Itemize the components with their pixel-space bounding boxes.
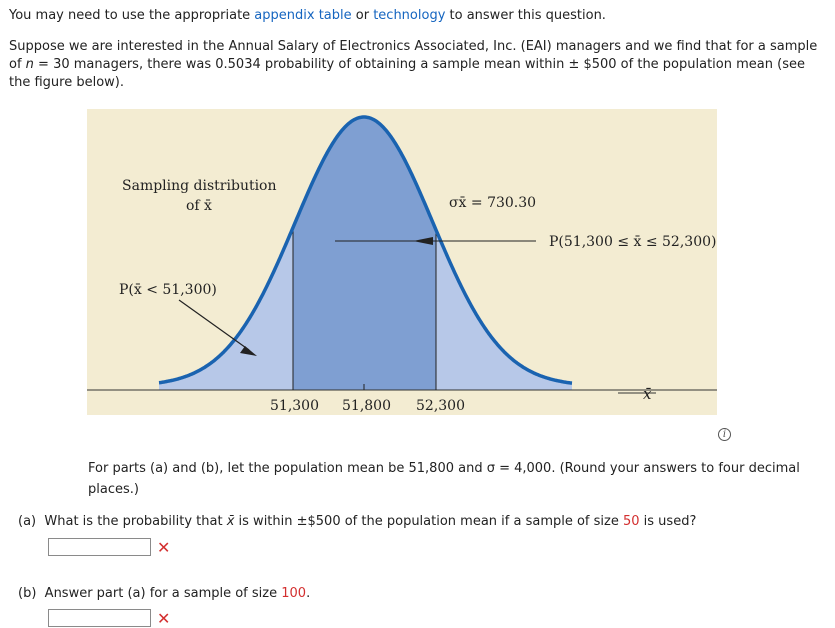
problem-line-3: the figure below). <box>9 75 124 90</box>
appendix-table-link[interactable]: appendix table <box>254 8 352 23</box>
axis-variable-label: x̄ <box>643 385 652 403</box>
part-a-text-suffix: is used? <box>639 514 697 529</box>
part-a-text-prefix: What is the probability that <box>44 514 227 529</box>
technology-link[interactable]: technology <box>373 8 446 23</box>
tick-label-51800: 51,800 <box>342 398 391 414</box>
instruction-prefix: You may need to use the appropriate <box>9 8 255 23</box>
part-b-label: (b) <box>18 586 37 601</box>
info-icon[interactable]: i <box>718 428 731 441</box>
parts-intro-line-2: places.) <box>88 482 139 497</box>
tick-label-52300: 52,300 <box>416 398 465 414</box>
part-b-sample-size: 100 <box>281 586 307 601</box>
problem-line-2 <box>9 56 805 74</box>
parts-intro-line-1: For parts (a) and (b), let the population mean be 51,800 and σ = 4,000. (Round your answers to four decimal <box>88 461 800 476</box>
problem-line-2-suffix: = 30 managers, there was 0.5034 probability of obtaining a sample mean within ± $500 of the population mean (see <box>33 57 805 72</box>
middle-probability-label: P(51,300 ≤ x̄ ≤ 52,300) <box>549 234 717 250</box>
part-b-text-prefix: Answer part (a) for a sample of size <box>44 586 282 601</box>
part-a-text-middle: is within ±$500 of the population mean if a sample of size <box>234 514 623 529</box>
instruction-middle: or <box>351 8 374 23</box>
n-variable: n <box>25 57 34 72</box>
instruction-text <box>9 7 606 25</box>
part-a-answer-input[interactable] <box>48 538 151 556</box>
tick-label-51300: 51,300 <box>270 398 319 414</box>
sampling-label-1: Sampling distribution <box>122 178 277 194</box>
part-a-question <box>18 513 696 531</box>
part-a-xbar: x̄ <box>226 514 235 529</box>
sampling-distribution-figure <box>87 107 719 417</box>
part-b-answer-input[interactable] <box>48 609 151 627</box>
part-a-wrong-icon: ✕ <box>157 538 171 557</box>
part-a-sample-size: 50 <box>622 514 640 529</box>
part-b-wrong-icon: ✕ <box>157 609 171 628</box>
part-b-text-suffix: . <box>306 586 311 601</box>
sampling-label-2: of x̄ <box>186 198 212 214</box>
instruction-suffix: to answer this question. <box>445 8 606 23</box>
problem-line-1: Suppose we are interested in the Annual Salary of Electronics Associated, Inc. (EAI) managers and we find that for a sample <box>9 39 818 54</box>
problem-line-2-prefix: of <box>9 57 26 72</box>
part-a-label: (a) <box>18 514 37 529</box>
sigma-label: σx̄ = 730.30 <box>449 195 537 211</box>
left-probability-label: P(x̄ < 51,300) <box>119 282 217 298</box>
part-b-question <box>18 585 310 603</box>
